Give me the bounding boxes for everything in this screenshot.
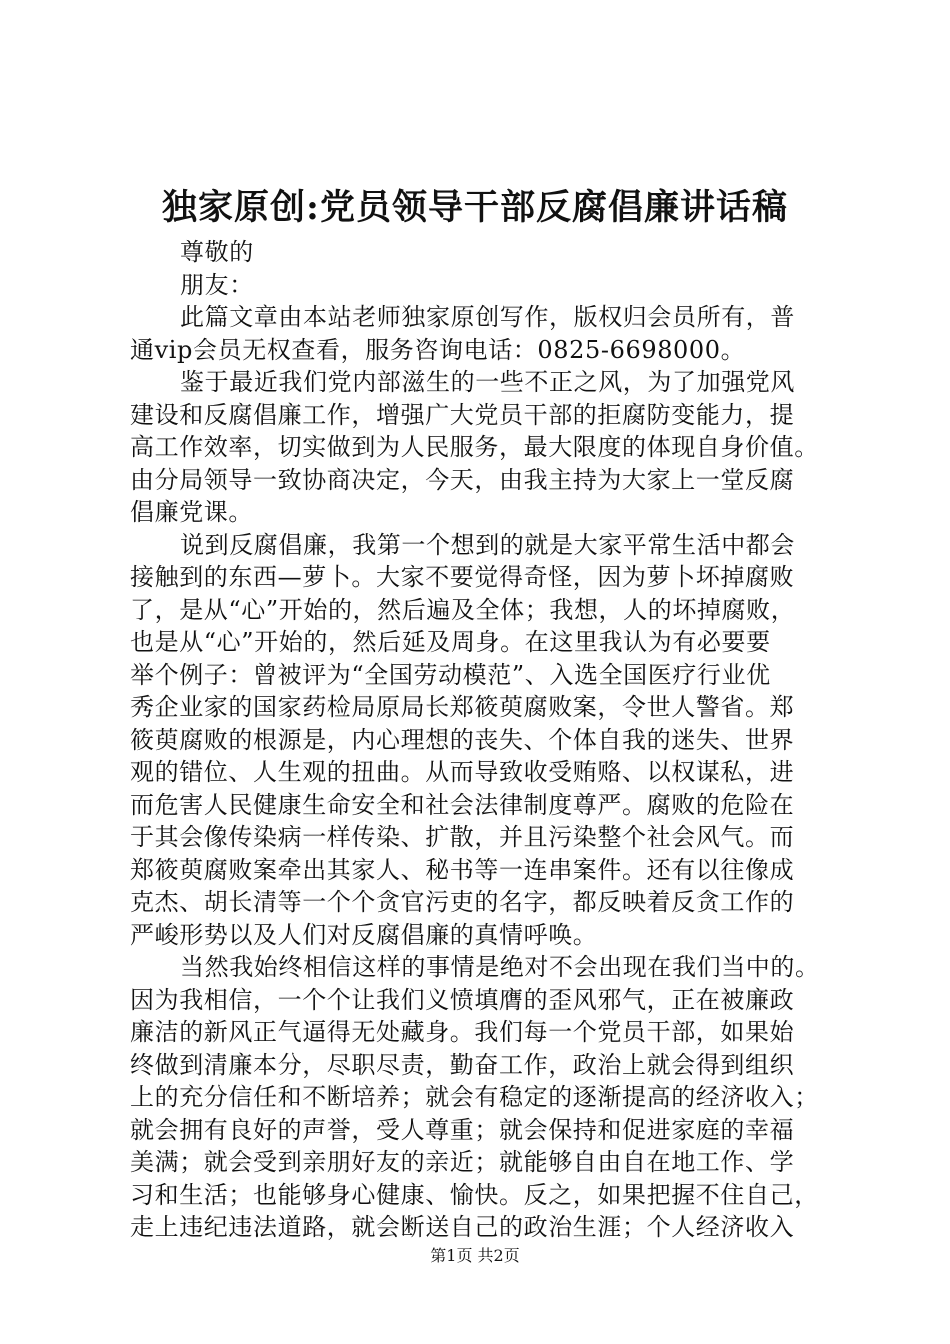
text-line: 尊敬的: [180, 238, 254, 266]
text-line: 走上违纪违法道路，就会断送自己的政治生涯；个人经济收入: [130, 1213, 795, 1241]
text-line: 举个例子：曾被评为“全国劳动模范”、入选全国医疗行业优: [130, 660, 771, 689]
text-line: 说到反腐倡廉，我第一个想到的就是大家平常生活中都会: [180, 530, 795, 559]
text-line: 倡廉党课。: [130, 498, 253, 526]
text-line: 此篇文章由本站老师独家原创写作，版权归会员所有，普: [180, 303, 795, 331]
text-line: 终做到清廉本分，尽职尽责，勤奋工作，政治上就会得到组织: [130, 1050, 795, 1079]
document-body: [130, 236, 850, 1244]
text-line: 当然我始终相信这样的事情是绝对不会出现在我们当中的。: [180, 953, 820, 981]
text-line: 克杰、胡长清等一个个贪官污吏的名字，都反映着反贪工作的: [130, 888, 795, 916]
text-line: 上的充分信任和不断培养；就会有稳定的逐渐提高的经济收入；: [130, 1083, 819, 1111]
text-line: 美满；就会受到亲朋好友的亲近；就能够自由自在地工作、学: [130, 1148, 795, 1176]
text-line: 秀企业家的国家药检局原局长郑筱萸腐败案，令世人警省。郑: [130, 693, 795, 721]
text-line: 廉洁的新风正气逼得无处藏身。我们每一个党员干部，如果始: [130, 1018, 795, 1046]
text-line: 由分局领导一致协商决定，今天，由我主持为大家上一堂反腐: [130, 465, 795, 494]
text-line: 严峻形势以及人们对反腐倡廉的真情呼唤。: [130, 920, 598, 949]
text-line: 习和生活；也能够身心健康、愉快。反之，如果把握不住自己，: [130, 1180, 819, 1209]
text-line: 朋友：: [180, 270, 254, 299]
page-footer: 第1页 共2页: [430, 1246, 520, 1265]
document-title: 独家原创:党员领导干部反腐倡廉讲话稿: [162, 187, 788, 228]
text-line: 接触到的东西—萝卜。大家不要觉得奇怪，因为萝卜坏掉腐败: [130, 563, 795, 591]
text-line: 通vip会员无权查看，服务咨询电话：0825-6698000。: [130, 335, 746, 364]
text-line: 因为我相信，一个个让我们义愤填膺的歪风邪气，正在被廉政: [130, 985, 795, 1014]
text-line: 于其会像传染病一样传染、扩散，并且污染整个社会风气。而: [130, 823, 795, 851]
text-line: 鉴于最近我们党内部滋生的一些不正之风，为了加强党风: [180, 368, 795, 396]
text-line: 郑筱萸腐败案牵出其家人、秘书等一连串案件。还有以往像成: [130, 855, 795, 884]
text-line: 也是从“心”开始的，然后延及周身。在这里我认为有必要要: [130, 628, 771, 656]
text-line: 筱萸腐败的根源是，内心理想的丧失、个体自我的迷失、世界: [130, 725, 795, 754]
text-line: 了，是从“心”开始的，然后遍及全体；我想，人的坏掉腐败，: [130, 595, 796, 624]
text-line: 观的错位、人生观的扭曲。从而导致收受贿赂、以权谋私，进: [130, 758, 795, 786]
text-line: 高工作效率，切实做到为人民服务，最大限度的体现自身价值。: [130, 433, 819, 461]
text-line: 就会拥有良好的声誉，受人尊重；就会保持和促进家庭的幸福: [130, 1115, 795, 1144]
text-line: 建设和反腐倡廉工作，增强广大党员干部的拒腐防变能力，提: [130, 400, 795, 429]
text-line: 而危害人民健康生命安全和社会法律制度尊严。腐败的危险在: [130, 790, 795, 819]
